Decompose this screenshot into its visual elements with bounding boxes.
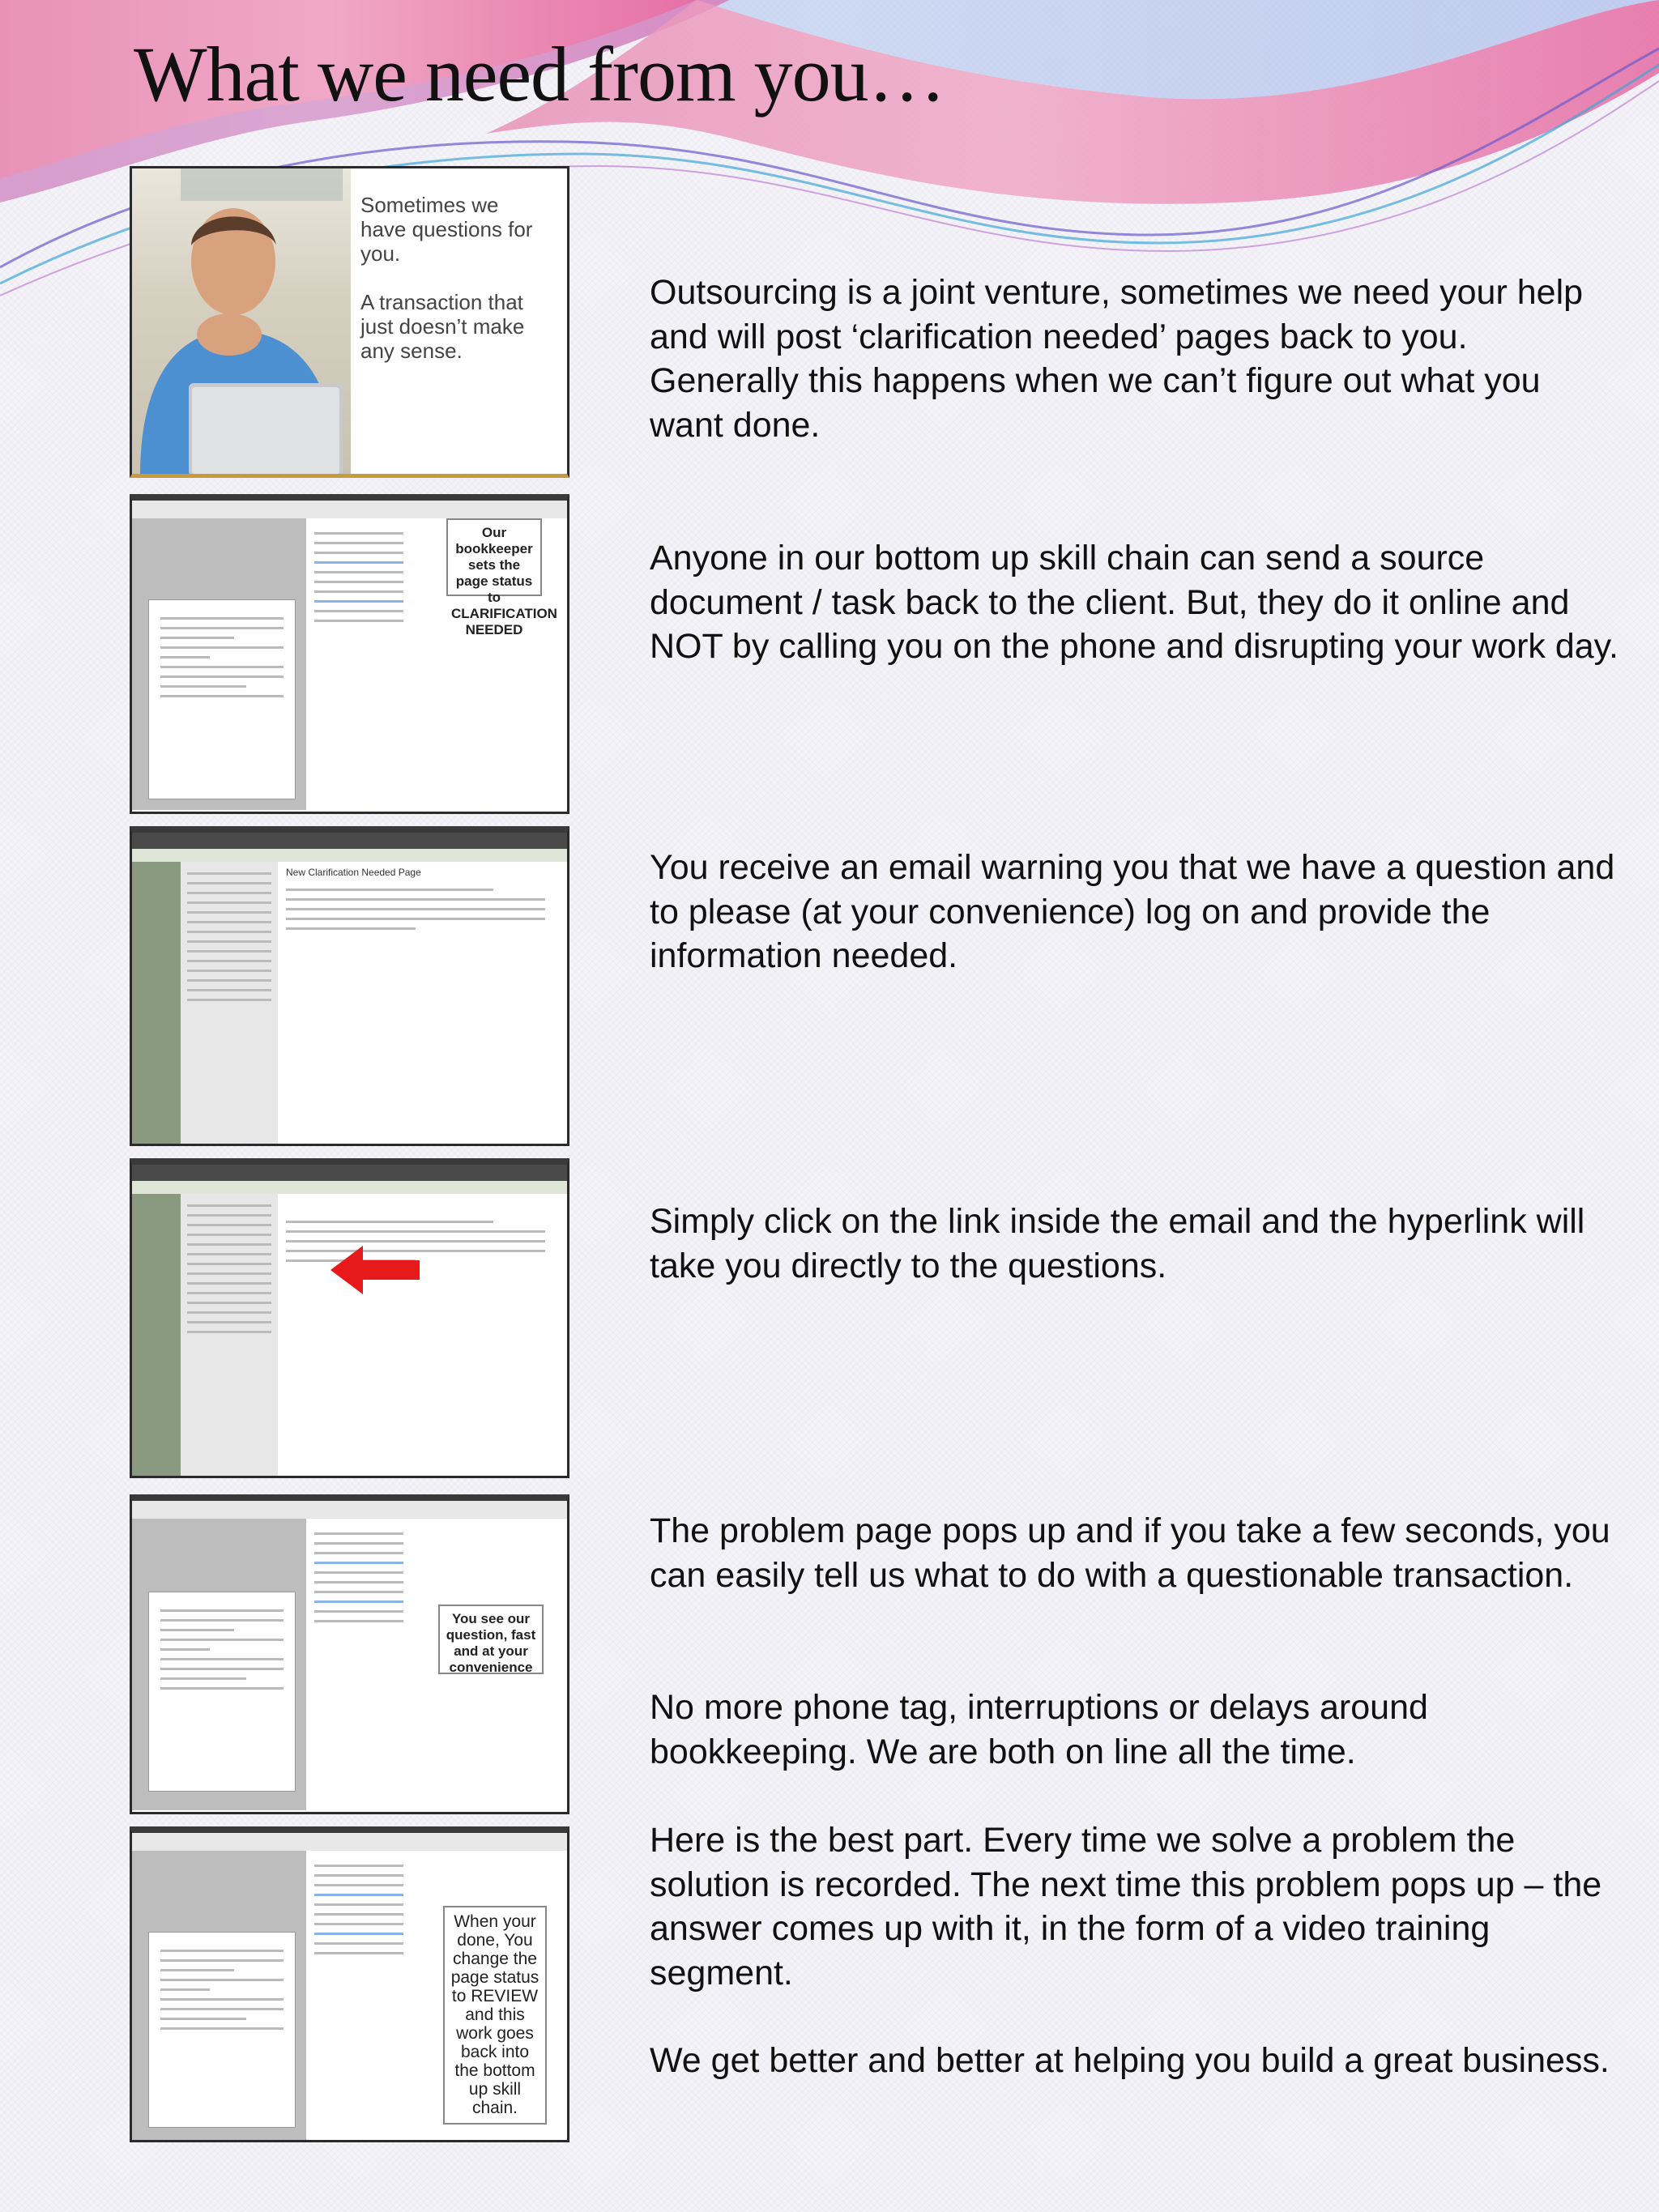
paragraph-email-warning: You receive an email warning you that we have a question and to please (at your convenience) log on and provide the information needed. — [650, 848, 1615, 975]
person-icon — [132, 168, 351, 476]
paragraph-best-part: Here is the best part. Every time we solve a problem the solution is recorded. The next time this problem pops up – the answer comes up with it, in the form of a video training segment. — [650, 1821, 1602, 1993]
paragraph-joint-venture: Outsourcing is a joint venture, sometimes we need your help and will post ‘clarification needed’ pages back to you. Generally this happens when we can’t figure out what you want done. — [650, 273, 1584, 445]
paragraph-no-phone-tag: No more phone tag, interruptions or delays around bookkeeping. We are both on line all the time. — [650, 1688, 1428, 1771]
thumbnail-problem-page — [130, 1494, 569, 1814]
red-arrow-icon — [331, 1246, 420, 1294]
thumbnail-photo — [130, 166, 569, 478]
photo-caption-1: Sometimes we have questions for you. — [360, 193, 533, 266]
thumbnail-email-link — [130, 1158, 569, 1478]
photo-person — [132, 168, 351, 474]
bookkeeper-note: Our bookkeeper sets the page status to CLARIFICATION NEEDED — [446, 518, 542, 596]
page-title: What we need from you… — [134, 31, 945, 117]
thumbnail-document-screen — [130, 494, 569, 814]
paragraph-problem-page: The problem page pops up and if you take a few seconds, you can easily tell us what to do with a questionable transaction. — [650, 1511, 1610, 1595]
photo-caption-2: A transaction that just doesn’t make any sense. — [360, 290, 525, 363]
thumbnail-review-page — [130, 1826, 569, 2142]
convenience-note: You see our question, fast and at your convenience — [438, 1605, 544, 1674]
paragraph-click-link: Simply click on the link inside the email and the hyperlink will take you directly to the questions. — [650, 1202, 1585, 1285]
paragraph-skill-chain: Anyone in our bottom up skill chain can send a source document / task back to the client. But, they do it online and NOT by calling you on the phone and disrupting your work day. — [650, 539, 1618, 666]
email-heading: New Clarification Needed Page — [286, 867, 421, 878]
paragraph-better-business: We get better and better at helping you build a great business. — [650, 2041, 1610, 2080]
review-note: When your done, You change the page status to REVIEW and this work goes back into the bottom up skill chain. — [443, 1906, 547, 2125]
thumbnail-email-inbox — [130, 826, 569, 1146]
